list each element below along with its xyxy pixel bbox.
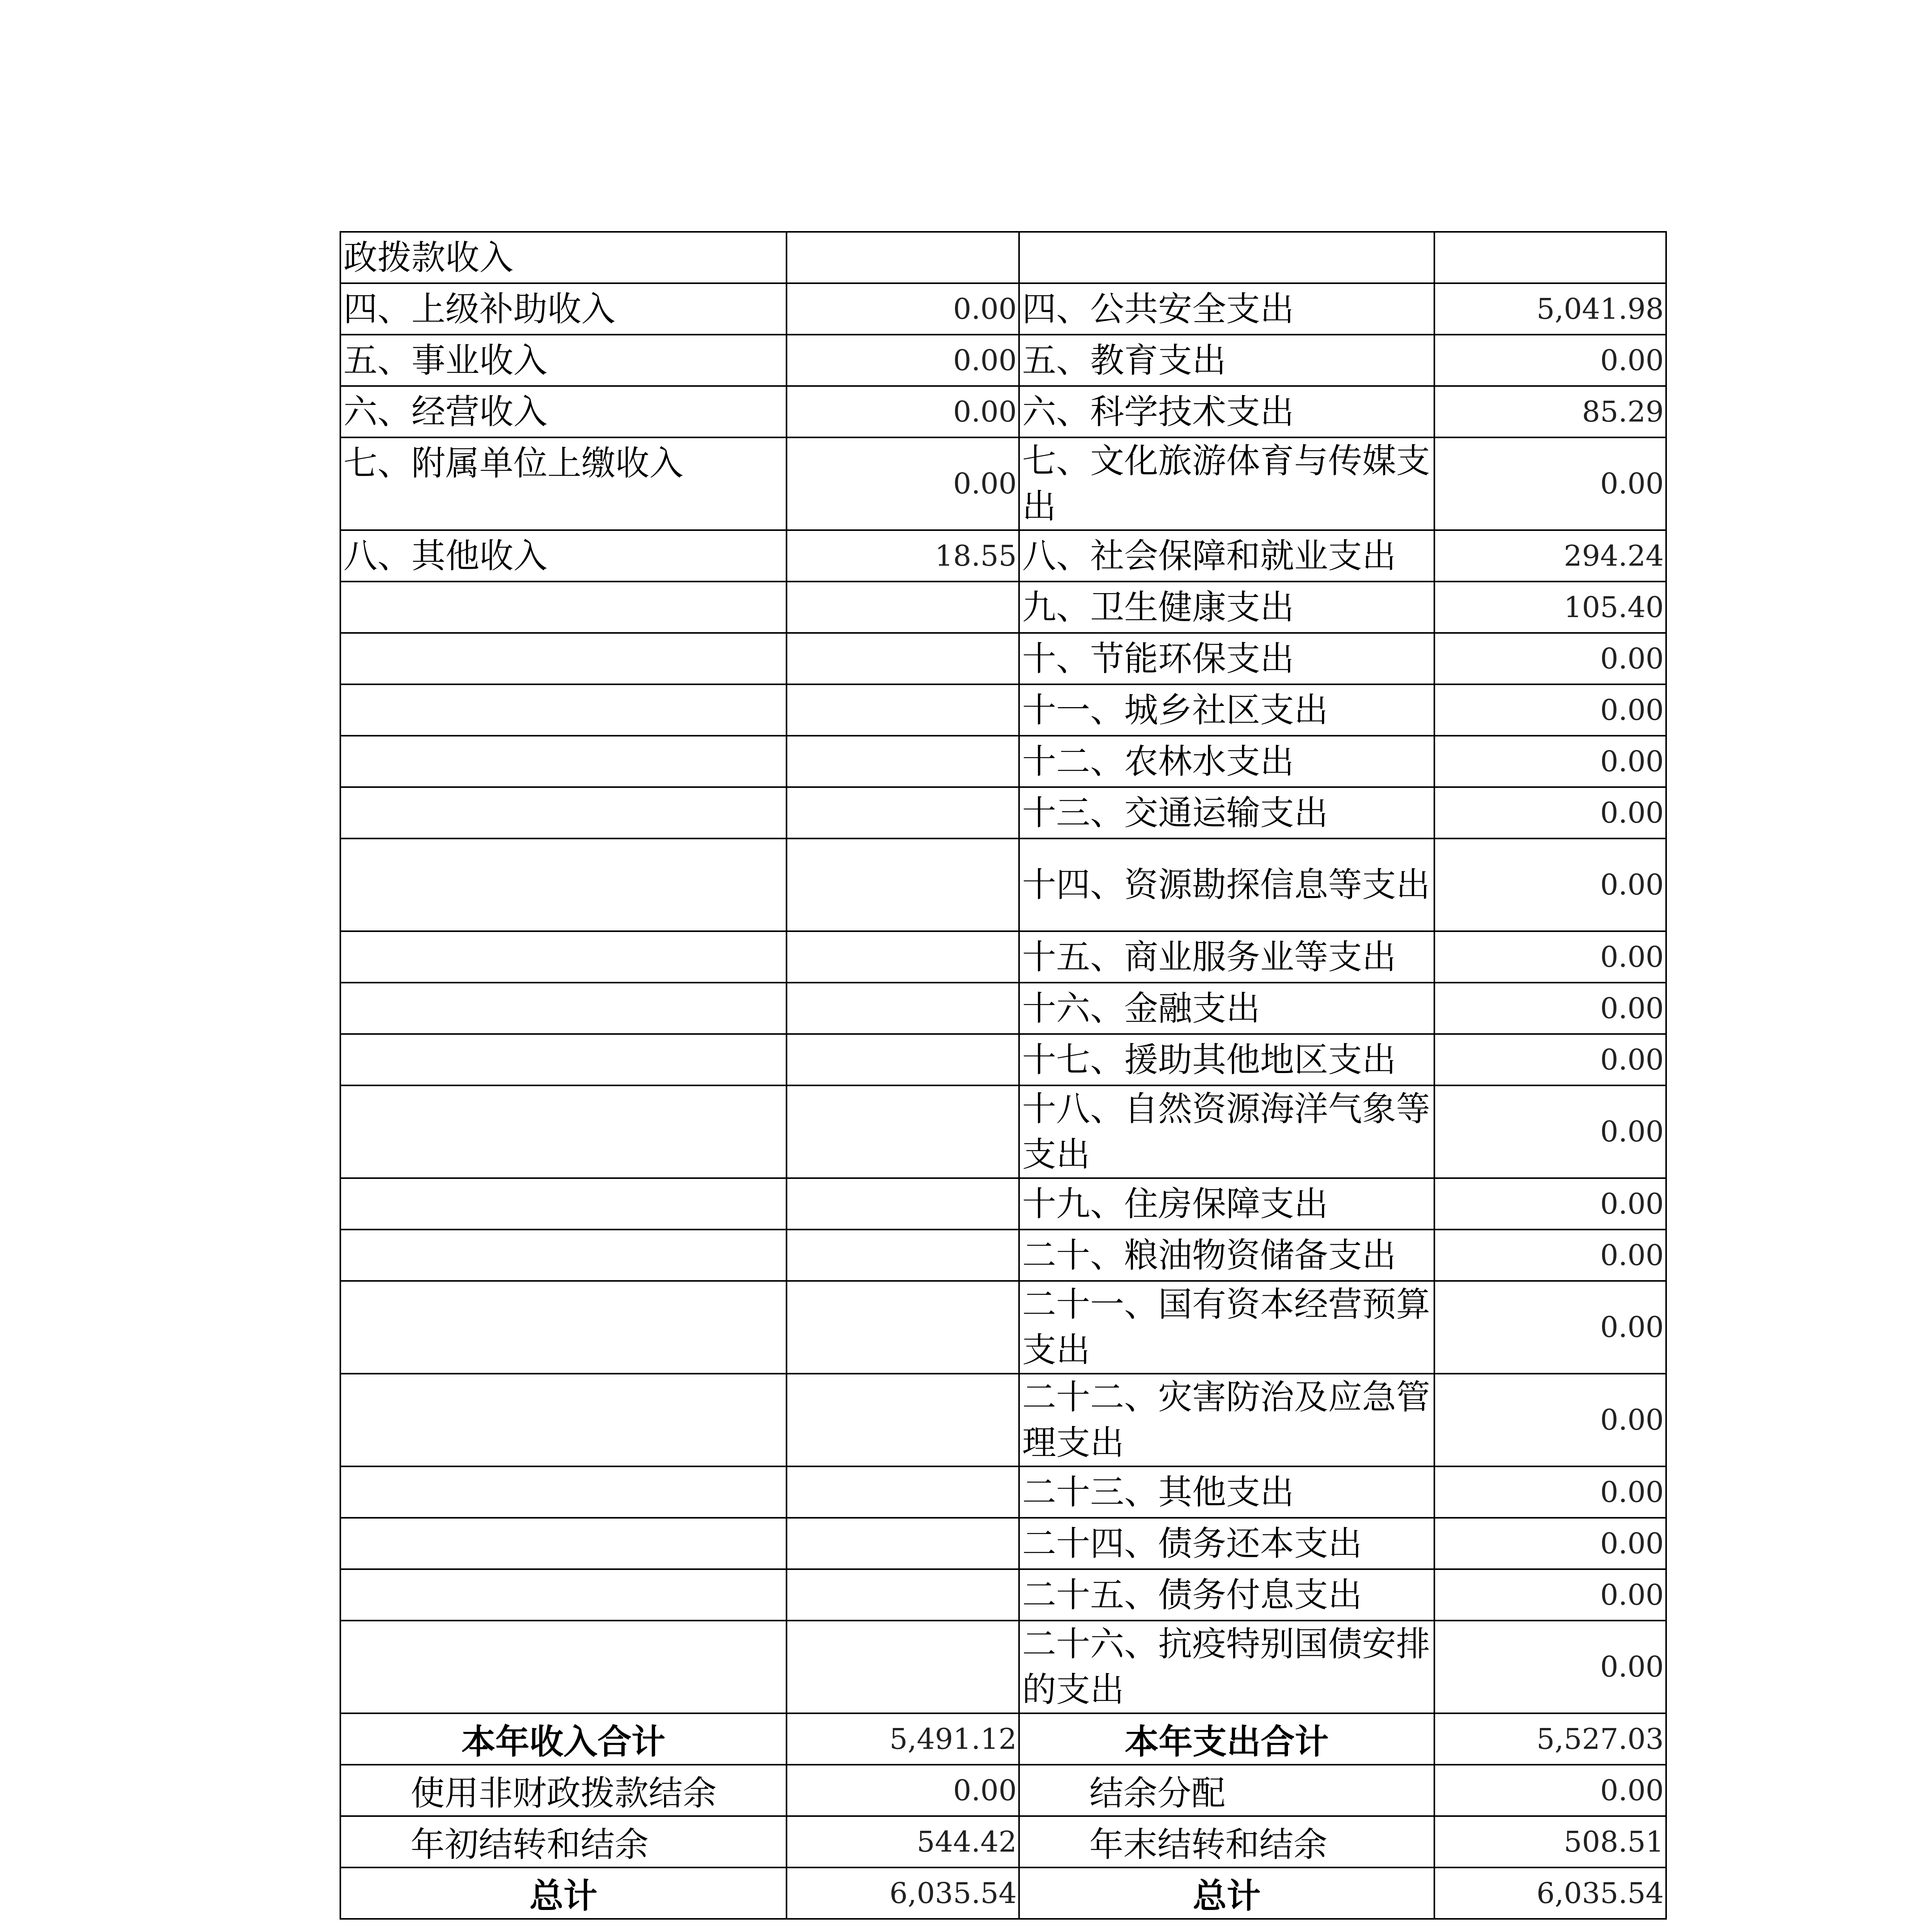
- income-amount: [787, 1518, 1019, 1569]
- income-item: [340, 1621, 787, 1713]
- table-row: [340, 530, 1666, 582]
- income-item: 政拨款收入: [340, 232, 787, 283]
- income-item: [340, 983, 787, 1034]
- table-row: [340, 983, 1666, 1034]
- expense-item: 五、教育支出: [1019, 335, 1434, 386]
- income-amount: [787, 684, 1019, 736]
- income-amount: 0.00: [787, 437, 1019, 530]
- income-item: [340, 1281, 787, 1374]
- grand-total-income-amount: 6,035.54: [787, 1867, 1019, 1919]
- expense-amount: 0.00: [1434, 1621, 1666, 1713]
- income-item: [340, 1230, 787, 1281]
- expense-amount: 5,041.98: [1434, 283, 1666, 335]
- table-row: [340, 1230, 1666, 1281]
- income-amount: [787, 1178, 1019, 1230]
- income-amount: [787, 232, 1019, 283]
- income-item: [340, 1466, 787, 1518]
- income-item: [340, 1178, 787, 1230]
- expense-item: 十三、交通运输支出: [1019, 787, 1434, 838]
- table-row: [340, 283, 1666, 335]
- expense-amount: 0.00: [1434, 787, 1666, 838]
- income-item: [340, 1034, 787, 1085]
- income-amount: [787, 1281, 1019, 1374]
- income-item: [340, 736, 787, 787]
- expense-total-label: 本年支出合计: [1019, 1713, 1434, 1765]
- grand-total-expense-amount: 6,035.54: [1434, 1867, 1666, 1919]
- closing-balance-label: 年末结转和结余: [1019, 1816, 1434, 1867]
- income-total-amount: 5,491.12: [787, 1713, 1019, 1765]
- table-row: [340, 1178, 1666, 1230]
- expense-item: 十二、农林水支出: [1019, 736, 1434, 787]
- table-row: [340, 1466, 1666, 1518]
- expense-amount: 0.00: [1434, 1085, 1666, 1178]
- table-row: [340, 1621, 1666, 1713]
- income-amount: [787, 1621, 1019, 1713]
- table-row: [340, 931, 1666, 983]
- income-amount: [787, 983, 1019, 1034]
- expense-amount: 85.29: [1434, 386, 1666, 437]
- expense-item: 二十五、债务付息支出: [1019, 1569, 1434, 1621]
- table-row: [340, 1374, 1666, 1466]
- table-row: [340, 335, 1666, 386]
- table-row: [340, 1281, 1666, 1374]
- expense-item: 十四、资源勘探信息等支出: [1019, 838, 1434, 931]
- table-row-summary: [340, 1713, 1666, 1765]
- opening-balance-label: 年初结转和结余: [340, 1816, 787, 1867]
- expense-amount: 0.00: [1434, 1466, 1666, 1518]
- table-row: [340, 736, 1666, 787]
- income-item: 五、事业收入: [340, 335, 787, 386]
- table-row: [340, 386, 1666, 437]
- opening-balance-amount: 544.42: [787, 1816, 1019, 1867]
- table-row: [340, 1569, 1666, 1621]
- income-item: [340, 1518, 787, 1569]
- expense-amount: 0.00: [1434, 1178, 1666, 1230]
- expense-item: 八、社会保障和就业支出: [1019, 530, 1434, 582]
- table-row: [340, 582, 1666, 633]
- table-row: [340, 437, 1666, 530]
- expense-amount: 0.00: [1434, 983, 1666, 1034]
- expense-amount: 294.24: [1434, 530, 1666, 582]
- expense-amount: 0.00: [1434, 1569, 1666, 1621]
- income-item: [340, 633, 787, 684]
- income-item: 八、其他收入: [340, 530, 787, 582]
- expense-item: 二十二、灾害防治及应急管理支出: [1019, 1374, 1434, 1466]
- expense-item: 二十三、其他支出: [1019, 1466, 1434, 1518]
- income-amount: [787, 1085, 1019, 1178]
- expense-item: 四、公共安全支出: [1019, 283, 1434, 335]
- income-amount: 0.00: [787, 335, 1019, 386]
- balance-distribution-label: 结余分配: [1019, 1765, 1434, 1816]
- table-row: [340, 1034, 1666, 1085]
- income-amount: 0.00: [787, 283, 1019, 335]
- income-item: 六、经营收入: [340, 386, 787, 437]
- table-row-summary: [340, 1765, 1666, 1816]
- expense-amount: 0.00: [1434, 838, 1666, 931]
- expense-amount: 0.00: [1434, 1034, 1666, 1085]
- income-amount: [787, 633, 1019, 684]
- income-amount: [787, 736, 1019, 787]
- expense-amount: 0.00: [1434, 1281, 1666, 1374]
- expense-amount: 0.00: [1434, 684, 1666, 736]
- expense-item: 二十四、债务还本支出: [1019, 1518, 1434, 1569]
- non-fiscal-balance-amount: 0.00: [787, 1765, 1019, 1816]
- income-expense-table: [340, 231, 1667, 1920]
- income-amount: 0.00: [787, 386, 1019, 437]
- expense-item: 十六、金融支出: [1019, 983, 1434, 1034]
- expense-amount: [1434, 232, 1666, 283]
- expense-item: 十八、自然资源海洋气象等支出: [1019, 1085, 1434, 1178]
- table-row: [340, 1518, 1666, 1569]
- expense-amount: 105.40: [1434, 582, 1666, 633]
- expense-item: 二十六、抗疫特别国债安排的支出: [1019, 1621, 1434, 1713]
- income-amount: [787, 931, 1019, 983]
- income-item: 四、上级补助收入: [340, 283, 787, 335]
- income-item: [340, 1569, 787, 1621]
- table-row-summary: [340, 1867, 1666, 1919]
- expense-total-amount: 5,527.03: [1434, 1713, 1666, 1765]
- income-amount: [787, 1569, 1019, 1621]
- expense-item: 二十一、国有资本经营预算支出: [1019, 1281, 1434, 1374]
- expense-amount: 0.00: [1434, 1374, 1666, 1466]
- income-amount: [787, 787, 1019, 838]
- table-row: [340, 232, 1666, 283]
- expense-item: 十九、住房保障支出: [1019, 1178, 1434, 1230]
- expense-amount: 0.00: [1434, 335, 1666, 386]
- expense-item: 二十、粮油物资储备支出: [1019, 1230, 1434, 1281]
- income-amount: [787, 1374, 1019, 1466]
- expense-amount: 0.00: [1434, 1230, 1666, 1281]
- income-amount: [787, 838, 1019, 931]
- balance-distribution-amount: 0.00: [1434, 1765, 1666, 1816]
- income-item: [340, 582, 787, 633]
- income-amount: [787, 1230, 1019, 1281]
- expense-amount: 0.00: [1434, 633, 1666, 684]
- income-amount: [787, 582, 1019, 633]
- non-fiscal-balance-label: 使用非财政拨款结余: [340, 1765, 787, 1816]
- income-item: [340, 684, 787, 736]
- expense-item: 十七、援助其他地区支出: [1019, 1034, 1434, 1085]
- income-item: [340, 787, 787, 838]
- table-row: [340, 633, 1666, 684]
- income-amount: [787, 1034, 1019, 1085]
- grand-total-label: 总计: [1019, 1867, 1434, 1919]
- expense-item: [1019, 232, 1434, 283]
- table-row: [340, 787, 1666, 838]
- income-item: 七、附属单位上缴收入: [340, 437, 787, 530]
- expense-item: 十、节能环保支出: [1019, 633, 1434, 684]
- income-amount: [787, 1466, 1019, 1518]
- income-total-label: 本年收入合计: [340, 1713, 787, 1765]
- expense-amount: 0.00: [1434, 1518, 1666, 1569]
- expense-item: 六、科学技术支出: [1019, 386, 1434, 437]
- table-row: [340, 838, 1666, 931]
- table-row: [340, 1085, 1666, 1178]
- expense-amount: 0.00: [1434, 931, 1666, 983]
- expense-amount: 0.00: [1434, 437, 1666, 530]
- expense-item: 七、文化旅游体育与传媒支出: [1019, 437, 1434, 530]
- expense-amount: 0.00: [1434, 736, 1666, 787]
- income-item: [340, 1374, 787, 1466]
- grand-total-label: 总计: [340, 1867, 787, 1919]
- expense-item: 九、卫生健康支出: [1019, 582, 1434, 633]
- income-amount: 18.55: [787, 530, 1019, 582]
- income-item: [340, 931, 787, 983]
- expense-item: 十一、城乡社区支出: [1019, 684, 1434, 736]
- income-item: [340, 838, 787, 931]
- table-row: [340, 684, 1666, 736]
- income-item: [340, 1085, 787, 1178]
- closing-balance-amount: 508.51: [1434, 1816, 1666, 1867]
- expense-item: 十五、商业服务业等支出: [1019, 931, 1434, 983]
- table-row-summary: [340, 1816, 1666, 1867]
